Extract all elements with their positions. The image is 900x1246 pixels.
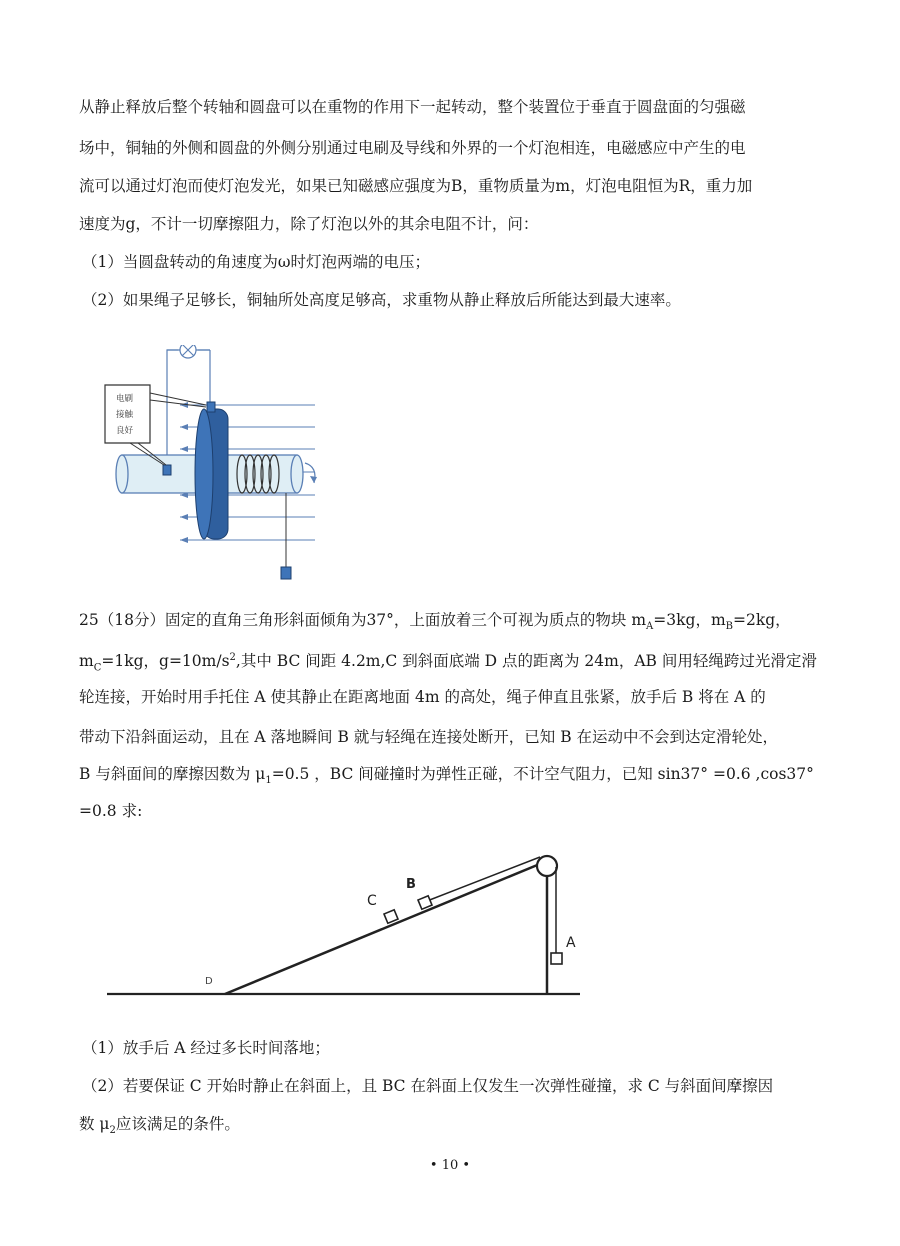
problem25-line-3: 轮连接，开始时用手托住 A 使其静止在距离地面 4m 的高处，绳子伸直且张紧，放手后 B 将在 A 的: [79, 688, 766, 706]
problem24-question-1: （1）当圆盘转动的角速度为ω时灯泡两端的电压；: [82, 253, 431, 271]
problem24-line-2: 场中，铜轴的外侧和圆盘的外侧分别通过电刷及导线和外界的一个灯泡相连，电磁感应中产生的电: [79, 139, 746, 157]
problem25-line-5: B 与斜面间的摩擦因数为 $\mu_1=0.5$ ，BC 间碰撞时为弹性正碰，不计空气阻力，已知 sin37° =0.6 ,cos37°: [79, 765, 814, 787]
block-A: [551, 953, 562, 964]
block-B: [418, 896, 432, 909]
disk-generator-figure: [100, 345, 330, 590]
problem24-line-1: 从静止释放后整个转轴和圆盘可以在重物的作用下一起转动，整个装置位于垂直于圆盘面的匀强磁: [79, 98, 746, 116]
problem25-line-6: =0.8 求:: [79, 802, 143, 820]
problem24-line-3: 流可以通过灯泡而使灯泡发光，如果已知磁感应强度为B，重物质量为m，灯泡电阻恒为R，重力加: [79, 177, 753, 195]
problem24-line-4: 速度为g，不计一切摩擦阻力，除了灯泡以外的其余电阻不计，问：: [79, 215, 539, 233]
copper-disk: [195, 409, 228, 539]
problem25-question-2-cont: 数 $\mu_2$应该满足的条件。: [79, 1115, 240, 1137]
callout-line-3: 良好: [116, 426, 134, 436]
label-D: D: [205, 976, 213, 987]
problem25-line-4: 带动下沿斜面运动，且在 A 落地瞬间 B 就与轻绳在连接处断开，已知 B 在运动中不会到达定滑轮处，: [79, 728, 779, 746]
label-C: C: [367, 893, 377, 909]
label-A: A: [566, 935, 576, 951]
shaft-brush: [163, 465, 171, 475]
disk-brush: [207, 402, 215, 412]
pulley: [537, 856, 557, 876]
brush-callout: [105, 385, 206, 465]
lamp-icon: [180, 345, 196, 358]
callout-line-2: 接触: [116, 410, 134, 420]
problem24-question-2: （2）如果绳子足够长，铜轴所处高度足够高，求重物从静止释放后所能达到最大速率。: [82, 291, 681, 309]
problem25-line-1: 25（18分）固定的直角三角形斜面倾角为37°，上面放着三个可视为质点的物块 $m_A=3kg$，$m_B=2kg$，: [79, 611, 791, 633]
problem25-question-1: （1）放手后 A 经过多长时间落地；: [82, 1039, 330, 1057]
label-B: B: [406, 877, 416, 892]
incline-figure: [100, 845, 590, 1005]
page-number: • 10 •: [429, 1158, 471, 1173]
problem25-line-2: $m_C=1kg$，$g=10m/s^2$,其中 BC 间距 4.2m,C 到斜面底端 D 点的距离为 24m，AB 间用轻绳跨过光滑定滑: [79, 652, 817, 674]
block-C: [384, 910, 398, 923]
weight-block: [281, 567, 291, 579]
callout-line-1: 电刷: [116, 394, 134, 404]
problem25-question-2: （2）若要保证 C 开始时静止在斜面上，且 BC 在斜面上仅发生一次弹性碰撞，求 C 与斜面间摩擦因: [82, 1077, 774, 1095]
